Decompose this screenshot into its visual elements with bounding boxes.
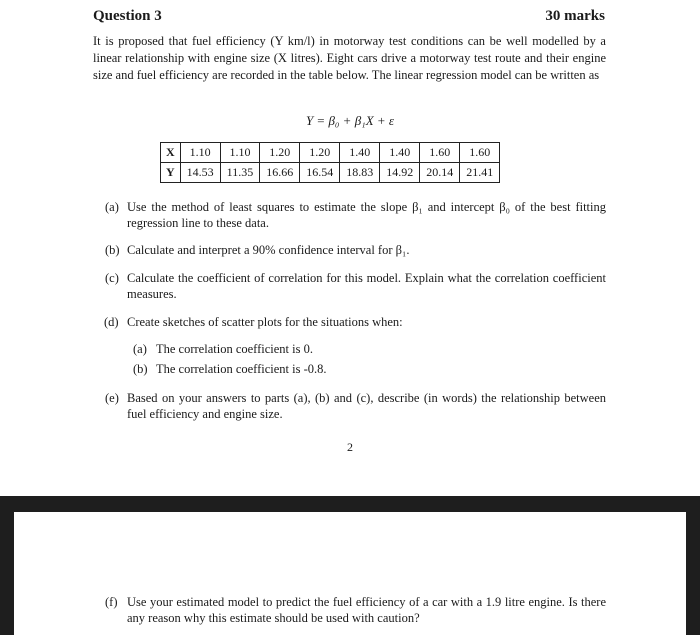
part-f-text: Use your estimated model to predict the fuel efficiency of a car with a 1.9 litre engine. Is there any reason why this estimate should be used with caution? bbox=[127, 595, 606, 625]
table-row-y bbox=[161, 163, 500, 183]
table-cell: 1.20 bbox=[260, 143, 300, 163]
table-row-x bbox=[161, 143, 500, 163]
table-cell: 1.40 bbox=[380, 143, 420, 163]
part-d-sub-a-text: The correlation coefficient is 0. bbox=[156, 342, 313, 356]
part-d-sub-b-text: The correlation coefficient is -0.8. bbox=[156, 362, 327, 376]
part-d-text: Create sketches of scatter plots for the situations when: bbox=[127, 315, 403, 329]
part-d-sub-b-label: (b) bbox=[133, 362, 148, 376]
part-d-label: (d) bbox=[104, 315, 119, 329]
part-c-text: Calculate the coefficient of correlation for this model. Explain what the correlation coefficient measures. bbox=[127, 271, 606, 301]
table-cell: 1.60 bbox=[420, 143, 460, 163]
page-number: 2 bbox=[347, 440, 353, 454]
table-cell: 11.35 bbox=[220, 163, 260, 183]
part-e-text: Based on your answers to parts (a), (b) and (c), describe (in words) the relationship between fuel efficiency and engine size. bbox=[127, 391, 606, 421]
data-table bbox=[160, 142, 500, 183]
table-header-y: Y bbox=[161, 163, 181, 183]
part-c-label: (c) bbox=[105, 271, 119, 285]
question-title: Question 3 bbox=[93, 8, 162, 24]
table-cell: 1.40 bbox=[340, 143, 380, 163]
table-cell: 1.10 bbox=[180, 143, 220, 163]
table-cell: 14.92 bbox=[380, 163, 420, 183]
table-cell: 1.60 bbox=[460, 143, 500, 163]
table-cell: 16.66 bbox=[260, 163, 300, 183]
part-a-label: (a) bbox=[105, 200, 119, 214]
table-header-x: X bbox=[161, 143, 181, 163]
part-d-sub-a-label: (a) bbox=[133, 342, 147, 356]
part-b-label: (b) bbox=[105, 243, 120, 257]
page-2 bbox=[14, 512, 686, 635]
table-cell: 18.83 bbox=[340, 163, 380, 183]
table-cell: 20.14 bbox=[420, 163, 460, 183]
table-cell: 1.20 bbox=[300, 143, 340, 163]
table-cell: 16.54 bbox=[300, 163, 340, 183]
part-a-text: Use the method of least squares to estimate the slope β₁ and intercept β₀ of the best fitting regression line to these data. bbox=[127, 200, 606, 230]
regression-equation: Y = β₀ + β₁X + ε bbox=[305, 113, 395, 128]
table-cell: 21.41 bbox=[460, 163, 500, 183]
table-cell: 14.53 bbox=[180, 163, 220, 183]
part-e-label: (e) bbox=[105, 391, 119, 405]
part-b-text: Calculate and interpret a 90% confidence interval for β₁. bbox=[127, 243, 410, 257]
part-f-label: (f) bbox=[105, 595, 118, 609]
question-marks: 30 marks bbox=[545, 8, 605, 24]
table-cell: 1.10 bbox=[220, 143, 260, 163]
question-intro: It is proposed that fuel efficiency (Y km/l) in motorway test conditions can be well modelled by a linear relationship with engine size (X litres). Eight cars drive a motorway test route and their engine size and fuel efficiency are recorded in the table below. The linear regression model can be written as bbox=[93, 34, 606, 82]
